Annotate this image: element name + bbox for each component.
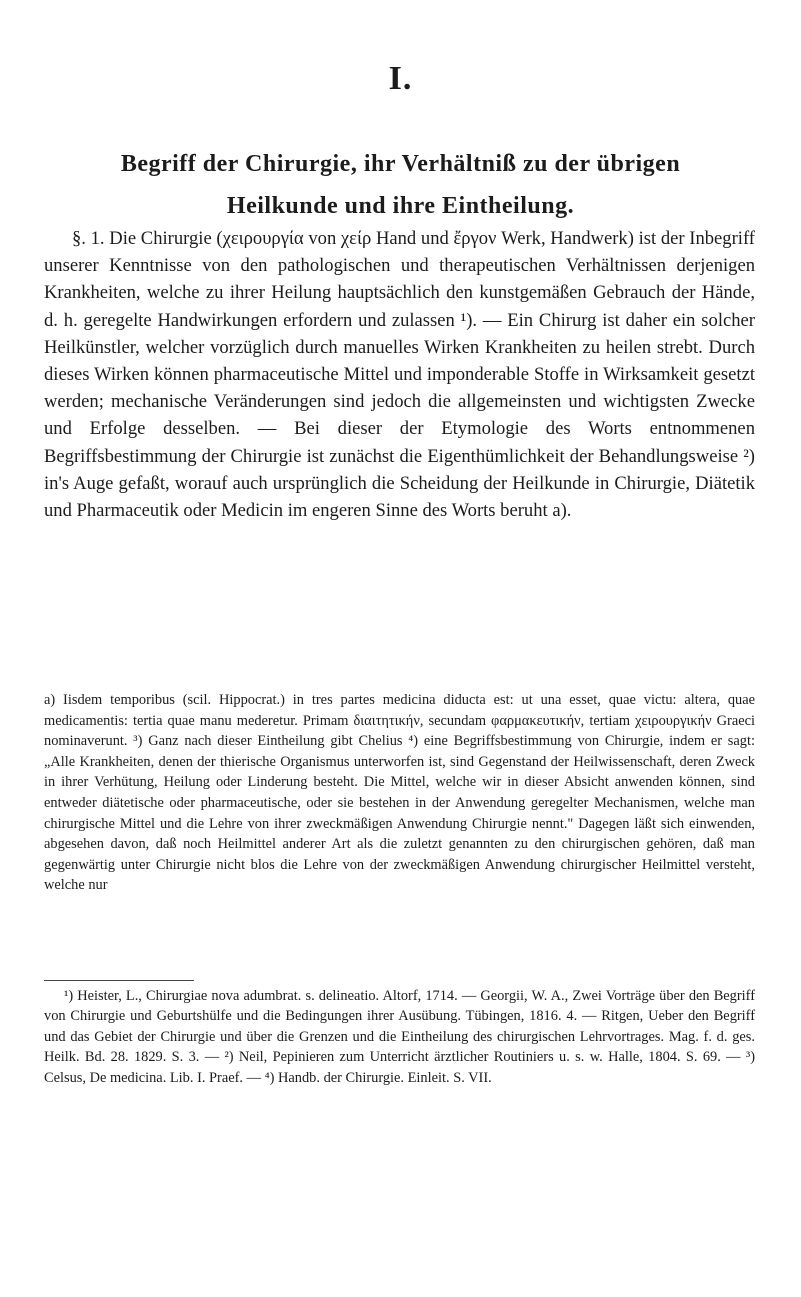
chapter-title-line-1: Begriff der Chirurgie, ihr Verhältniß zu der übrigen [120, 151, 681, 177]
annotation-block [44, 690, 755, 896]
chapter-title [40, 143, 761, 227]
section-paragraph [44, 225, 755, 524]
section-body [44, 225, 755, 524]
chapter-title-line-2: Heilkunde und ihre Eintheilung. [226, 193, 575, 219]
footnotes [44, 986, 755, 1088]
section-number: §. 1. [72, 228, 105, 249]
annotation-a: a) Iisdem temporibus (scil. Hippocrat.) in tres partes medicina diducta est: ut una esset, quae victu: altera, quae medicamentis: tertia quae manu mederetur. Primam διαιτητικήν, secundam φαρμακευτικήν, tertiam χειρουργικήν Graeci nominaverunt. ³) Ganz nach dieser Eintheilung gibt Chelius ⁴) eine Begriffsbestimmung von Chirurgie, indem er sagt: „Alle Krankheiten, denen der thierische Organismus unterworfen ist, sind Gegenstand der Heilwissenschaft, deren Zweck in ihrer Verhütung, Heilung oder Linderung besteht. Die Mittel, welche wir in dieser Absicht anwenden können, sind entweder diätetische oder pharmaceutische, oder sie bestehen in der Anwendung geregelter Mechanismen, welche man chirurgische Mittel und die Lehre von ihrer zweckmäßigen Anwendung Chirurgie nennt." Dagegen läßt sich einwenden, abgesehen davon, daß noch Heilmittel anderer Art als die zuletzt genannten zu den chirurgischen gehören, daß man gegenwärtig unter Chirurgie nicht blos die Lehre von der zweckmäßigen Anwendung chirurgischer Heilmittel versteht, welche nur [44, 692, 755, 894]
chapter-numeral: I. [388, 60, 413, 97]
section-text: Die Chirurgie (χειρουργία von χείρ Hand und ἔργον Werk, Handwerk) ist der Inbegriff unserer Kenntnisse von den pathologischen und therapeutischen Verhältnissen derjenigen Krankheiten, welche zu ihrer Heilung hauptsächlich den kunstgemäßen Gebrauch der Hände, d. h. geregelte Handwirkungen erfordern und zulassen ¹). — Ein Chirurg ist daher ein solcher Heilkünstler, welcher vorzüglich durch manuelles Wirken Krankheiten zu heilen strebt. Durch dieses Wirken können pharmaceutische Mittel und imponderable Stoffe in Wirksamkeit gesetzt werden; mechanische Veränderungen sind jedoch die allgemeinsten und wichtigsten Zwecke und Erfolge desselben. — Bei dieser der Etymologie des Worts entnommenen Begriffsbestimmung der Chirurgie ist zunächst die Eigenthümlichkeit der Behandlungsweise ²) in's Auge gefaßt, worauf auch ursprünglich die Scheidung der Heilkunde in Chirurgie, Diätetik und Pharmaceutik oder Medicin im engeren Sinne des Worts beruht a). [44, 228, 755, 522]
footnote-text: ¹) Heister, L., Chirurgiae nova adumbrat. s. delineatio. Altorf, 1714. — Georgii, W. A., Zwei Vorträge über den Begriff von Chirurgie und Geburtshülfe und die Bedingungen ihrer Ausübung. Tübingen, 1816. 4. — Ritgen, Ueber den Begriff und das Gebiet der Chirurgie und über die Grenzen und die Eintheilung des chirurgischen Lehrvortrages. Mag. f. d. ges. Heilk. Bd. 28. 1829. S. 3. — ²) Neil, Pepinieren zum Unterricht ärztlicher Routiniers u. s. w. Halle, 1804. S. 69. — ³) Celsus, De medicina. Lib. I. Praef. — ⁴) Handb. der Chirurgie. Einleit. S. VII. [44, 988, 755, 1086]
footnote-divider [44, 980, 194, 981]
